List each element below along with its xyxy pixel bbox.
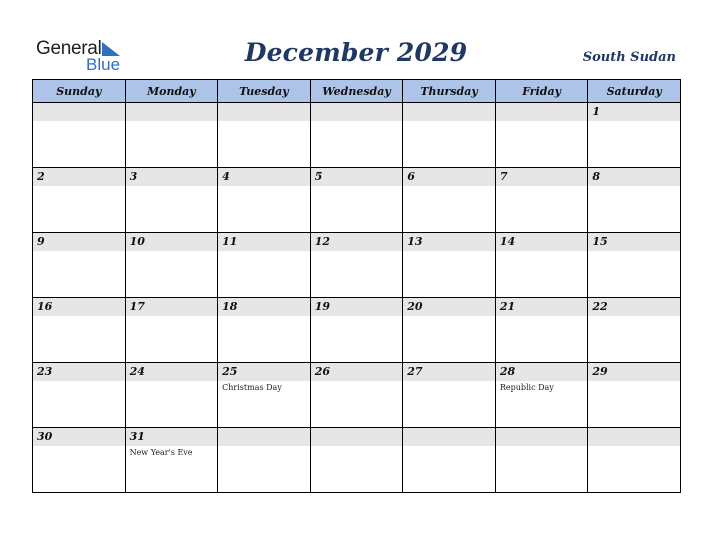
- day-cell: [125, 428, 218, 493]
- day-cell: [588, 168, 681, 233]
- day-cell: [218, 428, 311, 493]
- day-number-bar: [588, 103, 680, 121]
- day-cell: [495, 363, 588, 428]
- day-number-bar: [588, 168, 680, 186]
- week-row: [33, 233, 681, 298]
- day-number-bar: [588, 363, 680, 381]
- day-number-bar: [403, 363, 495, 381]
- day-number: 26: [314, 365, 330, 378]
- day-number-bar: [496, 233, 588, 251]
- day-number: 20: [407, 300, 423, 313]
- day-number-bar: [588, 298, 680, 316]
- holiday-label: Christmas Day: [222, 383, 282, 392]
- day-number-bar: [403, 233, 495, 251]
- day-number-bar: [33, 298, 125, 316]
- day-number-bar: [33, 428, 125, 446]
- day-cell: [588, 298, 681, 363]
- day-number-bar: [218, 363, 310, 381]
- logo-text-general: General: [36, 38, 102, 59]
- day-cell: [310, 428, 403, 493]
- day-cell: [33, 363, 126, 428]
- day-number-bar: [496, 363, 588, 381]
- day-cell: [495, 233, 588, 298]
- day-number: 3: [129, 170, 138, 183]
- day-cell: [310, 363, 403, 428]
- week-row: [33, 428, 681, 493]
- day-number-bar: [311, 363, 403, 381]
- day-number: 1: [592, 105, 601, 118]
- weekday-wednesday: Wednesday: [310, 80, 403, 103]
- day-cell: [310, 103, 403, 168]
- day-cell: [125, 298, 218, 363]
- day-number-bar: [126, 168, 218, 186]
- day-number: 8: [592, 170, 601, 183]
- week-row: [33, 298, 681, 363]
- day-number-bar: [126, 298, 218, 316]
- day-number-bar: [311, 103, 403, 121]
- holiday-label: New Year's Eve: [129, 448, 193, 457]
- day-number-bar: [403, 428, 495, 446]
- day-cell: [588, 428, 681, 493]
- weekday-header-row: [33, 80, 681, 103]
- day-number-bar: [33, 168, 125, 186]
- day-number: 27: [407, 365, 423, 378]
- day-cell: [218, 363, 311, 428]
- day-number-bar: [311, 233, 403, 251]
- day-number: 4: [222, 170, 230, 183]
- weekday-tuesday: Tuesday: [218, 80, 311, 103]
- day-cell: [33, 298, 126, 363]
- day-number: 23: [37, 365, 53, 378]
- day-number: 2: [37, 170, 45, 183]
- day-number: 6: [407, 170, 415, 183]
- day-cell: [588, 233, 681, 298]
- day-number-bar: [218, 233, 310, 251]
- weekday-saturday: Saturday: [588, 80, 681, 103]
- day-number-bar: [496, 103, 588, 121]
- day-cell: [218, 103, 311, 168]
- day-cell: [310, 168, 403, 233]
- day-number: 10: [129, 235, 145, 248]
- day-number-bar: [218, 103, 310, 121]
- day-number: 28: [499, 365, 516, 378]
- weekday-thursday: Thursday: [403, 80, 496, 103]
- day-cell: [403, 168, 496, 233]
- day-cell: [33, 233, 126, 298]
- day-number: 14: [499, 235, 516, 248]
- day-cell: [588, 103, 681, 168]
- holiday-label: Republic Day: [499, 383, 554, 392]
- day-number: 11: [222, 235, 238, 248]
- calendar-title: December 2029: [244, 38, 468, 67]
- calendar-weeks: [33, 103, 681, 493]
- day-number-bar: [403, 103, 495, 121]
- week-row: [33, 103, 681, 168]
- day-cell: [218, 168, 311, 233]
- day-number-bar: [126, 233, 218, 251]
- day-number-bar: [588, 428, 680, 446]
- day-number-bar: [33, 363, 125, 381]
- day-cell: [218, 233, 311, 298]
- day-number-bar: [33, 233, 125, 251]
- day-cell: [403, 233, 496, 298]
- day-number-bar: [403, 168, 495, 186]
- day-number: 25: [222, 365, 238, 378]
- logo-text-blue: Blue: [86, 55, 121, 74]
- day-cell: [310, 233, 403, 298]
- day-number-bar: [33, 103, 125, 121]
- day-cell: [33, 168, 126, 233]
- day-number: 22: [592, 300, 608, 313]
- day-number-bar: [588, 233, 680, 251]
- day-number: 24: [129, 365, 145, 378]
- day-number: 9: [37, 235, 45, 248]
- day-number: 18: [222, 300, 238, 313]
- day-number-bar: [218, 428, 310, 446]
- day-number-bar: [126, 428, 218, 446]
- day-number: 13: [407, 235, 423, 248]
- day-cell: [495, 298, 588, 363]
- day-cell: [588, 363, 681, 428]
- day-number-bar: [126, 103, 218, 121]
- day-number-bar: [218, 298, 310, 316]
- week-row: [33, 168, 681, 233]
- day-cell: [125, 103, 218, 168]
- day-number-bar: [311, 168, 403, 186]
- day-cell: [310, 298, 403, 363]
- day-number-bar: [496, 298, 588, 316]
- day-cell: [33, 103, 126, 168]
- day-cell: [403, 428, 496, 493]
- day-cell: [218, 298, 311, 363]
- day-cell: [125, 168, 218, 233]
- day-number: 21: [499, 300, 516, 313]
- day-number-bar: [218, 168, 310, 186]
- day-number-bar: [403, 298, 495, 316]
- day-number-bar: [311, 428, 403, 446]
- day-number: 31: [129, 430, 145, 443]
- day-number: 5: [314, 170, 323, 183]
- day-cell: [495, 168, 588, 233]
- weekday-sunday: Sunday: [33, 80, 126, 103]
- day-number-bar: [126, 363, 218, 381]
- day-number: 17: [129, 300, 145, 313]
- day-cell: [403, 298, 496, 363]
- day-number: 19: [314, 300, 330, 313]
- day-cell: [403, 363, 496, 428]
- day-number: 16: [37, 300, 53, 313]
- day-cell: [125, 233, 218, 298]
- weekday-friday: Friday: [495, 80, 588, 103]
- day-cell: [33, 428, 126, 493]
- weekday-monday: Monday: [125, 80, 218, 103]
- day-cell: [403, 103, 496, 168]
- day-number: 12: [314, 235, 330, 248]
- day-cell: [125, 363, 218, 428]
- day-number: 30: [37, 430, 53, 443]
- day-number: 7: [499, 170, 508, 183]
- day-number: 15: [592, 235, 608, 248]
- day-number-bar: [311, 298, 403, 316]
- day-number: 29: [592, 365, 608, 378]
- day-cell: [495, 103, 588, 168]
- day-number-bar: [496, 168, 588, 186]
- day-number-bar: [496, 428, 588, 446]
- calendar-grid: [32, 79, 681, 493]
- week-row: [33, 363, 681, 428]
- day-cell: [495, 428, 588, 493]
- country-name: South Sudan: [582, 50, 676, 65]
